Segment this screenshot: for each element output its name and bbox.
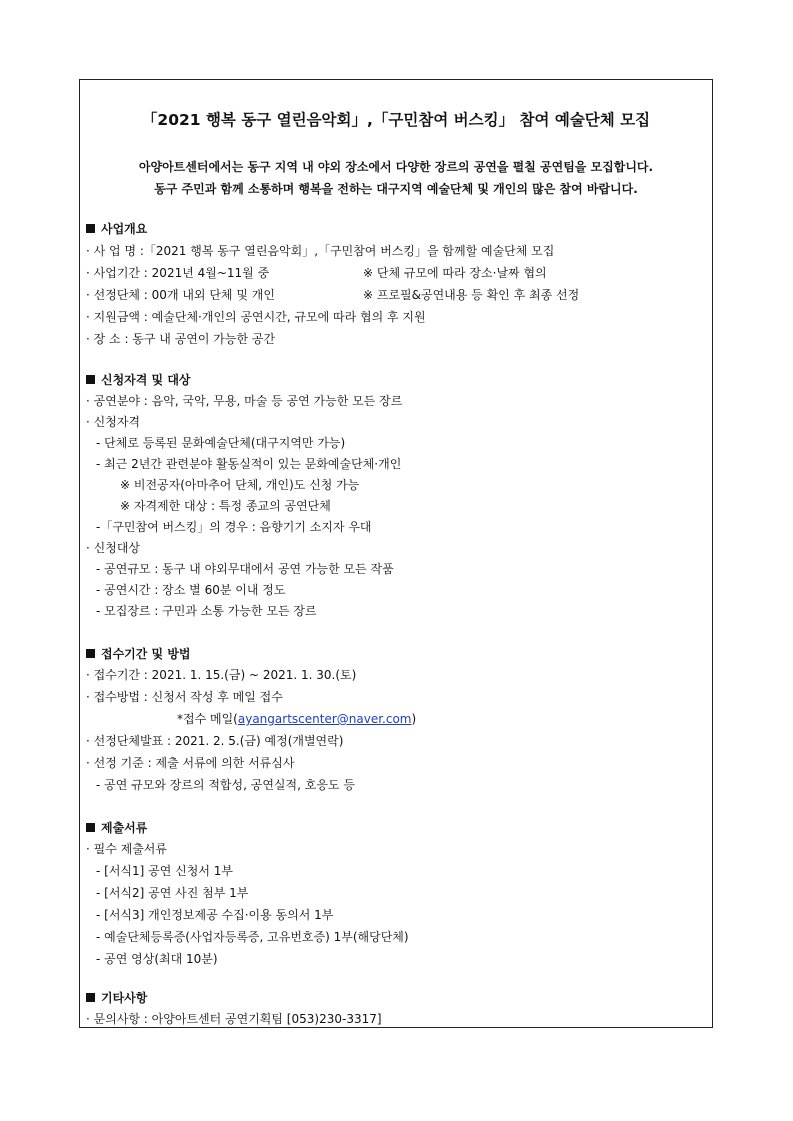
application-line: · 선정단체발표 : 2021. 2. 5.(금) 예정(개별연락): [86, 734, 344, 748]
documents-line: · 필수 제출서류: [86, 842, 167, 856]
contact-line: · 문의사항 : 아양아트센터 공연기획팀 [053)230-3317]: [86, 1012, 382, 1026]
application-line: · 접수방법 : 신청서 작성 후 메일 접수: [86, 690, 283, 704]
documents-line: - [서식1] 공연 신청서 1부: [96, 864, 233, 878]
overview-line: · 사 업 명 :「2021 행복 동구 열린음악회」,「구민참여 버스킹」을 함께할 예술단체 모집: [86, 244, 555, 258]
section-heading-eligibility: 신청자격 및 대상: [86, 372, 191, 388]
eligibility-line: -「구민참여 버스킹」의 경우 : 음향기기 소지자 우대: [96, 520, 372, 534]
documents-line: - [서식2] 공연 사진 첨부 1부: [96, 886, 249, 900]
section-heading-application: 접수기간 및 방법: [86, 646, 191, 662]
document-frame: [79, 79, 713, 1028]
application-line: · 접수기간 : 2021. 1. 15.(금) ~ 2021. 1. 30.(토): [86, 668, 357, 682]
overview-line: · 지원금액 : 예술단체·개인의 공연시간, 규모에 따라 협의 후 지원: [86, 310, 426, 324]
eligibility-line: - 공연규모 : 동구 내 야외무대에서 공연 가능한 모든 작품: [96, 562, 394, 576]
eligibility-line: - 최근 2년간 관련분야 활동실적이 있는 문화예술단체·개인: [96, 457, 402, 471]
section-heading-overview: 사업개요: [86, 221, 147, 237]
intro-line-1: 아양아트센터에서는 동구 지역 내 야외 장소에서 다양한 장르의 공연을 펼칠 공연팀을 모집합니다.: [138, 160, 654, 174]
application-email-line: *접수 메일(ayangartscenter@naver.com): [177, 712, 417, 726]
eligibility-note: ※ 자격제한 대상 : 특정 종교의 공연단체: [120, 499, 331, 513]
documents-line: - 예술단체등록증(사업자등록증, 고유번호증) 1부(해당단체): [96, 930, 409, 944]
square-bullet-icon: [86, 649, 95, 658]
overview-line: · 선정단체 : 00개 내외 단체 및 개인: [86, 288, 275, 302]
square-bullet-icon: [86, 993, 95, 1002]
section-heading-documents: 제출서류: [86, 820, 147, 836]
application-line: - 공연 규모와 장르의 적합성, 공연실적, 호응도 등: [96, 778, 355, 792]
section-heading-other: 기타사항: [86, 990, 147, 1006]
eligibility-note: ※ 비전공자(아마추어 단체, 개인)도 신청 가능: [120, 478, 360, 492]
square-bullet-icon: [86, 224, 95, 233]
overview-note: ※ 단체 규모에 따라 장소·날짜 협의: [363, 266, 547, 280]
eligibility-line: · 신청대상: [86, 541, 140, 555]
email-link[interactable]: ayangartscenter@naver.com: [237, 712, 412, 726]
documents-line: - [서식3] 개인정보제공 수집·이용 동의서 1부: [96, 908, 334, 922]
eligibility-line: - 단체로 등록된 문화예술단체(대구지역만 가능): [96, 436, 346, 450]
square-bullet-icon: [86, 823, 95, 832]
application-line: · 선정 기준 : 제출 서류에 의한 서류심사: [86, 756, 295, 770]
document-title: 「2021 행복 동구 열린음악회」,「구민참여 버스킹」 참여 예술단체 모집: [141, 111, 651, 129]
square-bullet-icon: [86, 375, 95, 384]
eligibility-line: · 신청자격: [86, 415, 140, 429]
overview-line: · 사업기간 : 2021년 4월~11월 중: [86, 266, 270, 280]
intro-line-2: 동구 주민과 함께 소통하며 행복을 전하는 대구지역 예술단체 및 개인의 많은 참여 바랍니다.: [154, 182, 638, 196]
eligibility-line: · 공연분야 : 음악, 국악, 무용, 마술 등 공연 가능한 모든 장르: [86, 394, 403, 408]
overview-note: ※ 프로필&공연내용 등 확인 후 최종 선정: [363, 288, 580, 302]
eligibility-line: - 모집장르 : 구민과 소통 가능한 모든 장르: [96, 604, 317, 618]
documents-line: - 공연 영상(최대 10분): [96, 952, 218, 966]
eligibility-line: - 공연시간 : 장소 별 60분 이내 정도: [96, 583, 286, 597]
overview-line: · 장 소 : 동구 내 공연이 가능한 공간: [86, 332, 276, 346]
